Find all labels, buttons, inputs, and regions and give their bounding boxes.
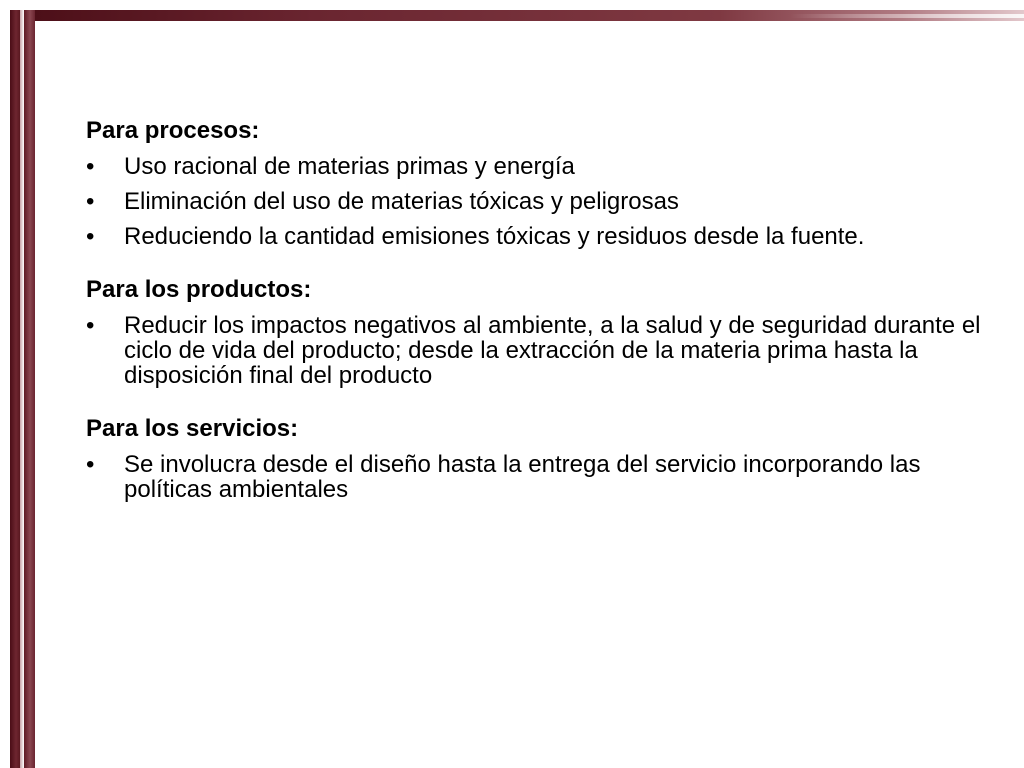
bullet-list <box>86 452 986 502</box>
section-productos <box>86 277 986 388</box>
bullet-list <box>86 313 986 388</box>
left-border-bar-outer <box>10 10 20 768</box>
bullet-list <box>86 154 986 249</box>
section-heading: Para los servicios: <box>86 415 299 442</box>
left-border-bar-inner <box>24 10 35 768</box>
section-procesos <box>86 118 986 249</box>
section-servicios <box>86 416 986 502</box>
section-heading: Para los productos: <box>86 276 312 303</box>
top-border-highlight <box>790 14 1024 18</box>
slide-content <box>86 118 986 512</box>
bullet-item: • Se involucra desde el diseño hasta la entrega del servicio incorporando las políticas ambientales <box>86 452 986 502</box>
section-heading: Para procesos: <box>86 117 260 144</box>
bullet-item: • Eliminación del uso de materias tóxicas y peligrosas <box>86 189 986 214</box>
bullet-item: • Reduciendo la cantidad emisiones tóxicas y residuos desde la fuente. <box>86 224 986 249</box>
bullet-item: • Uso racional de materias primas y energía <box>86 154 986 179</box>
bullet-item: • Reducir los impactos negativos al ambiente, a la salud y de seguridad durante el ciclo de vida del producto; desde la extracción de la materia prima hasta la disposición final del producto <box>86 313 986 388</box>
